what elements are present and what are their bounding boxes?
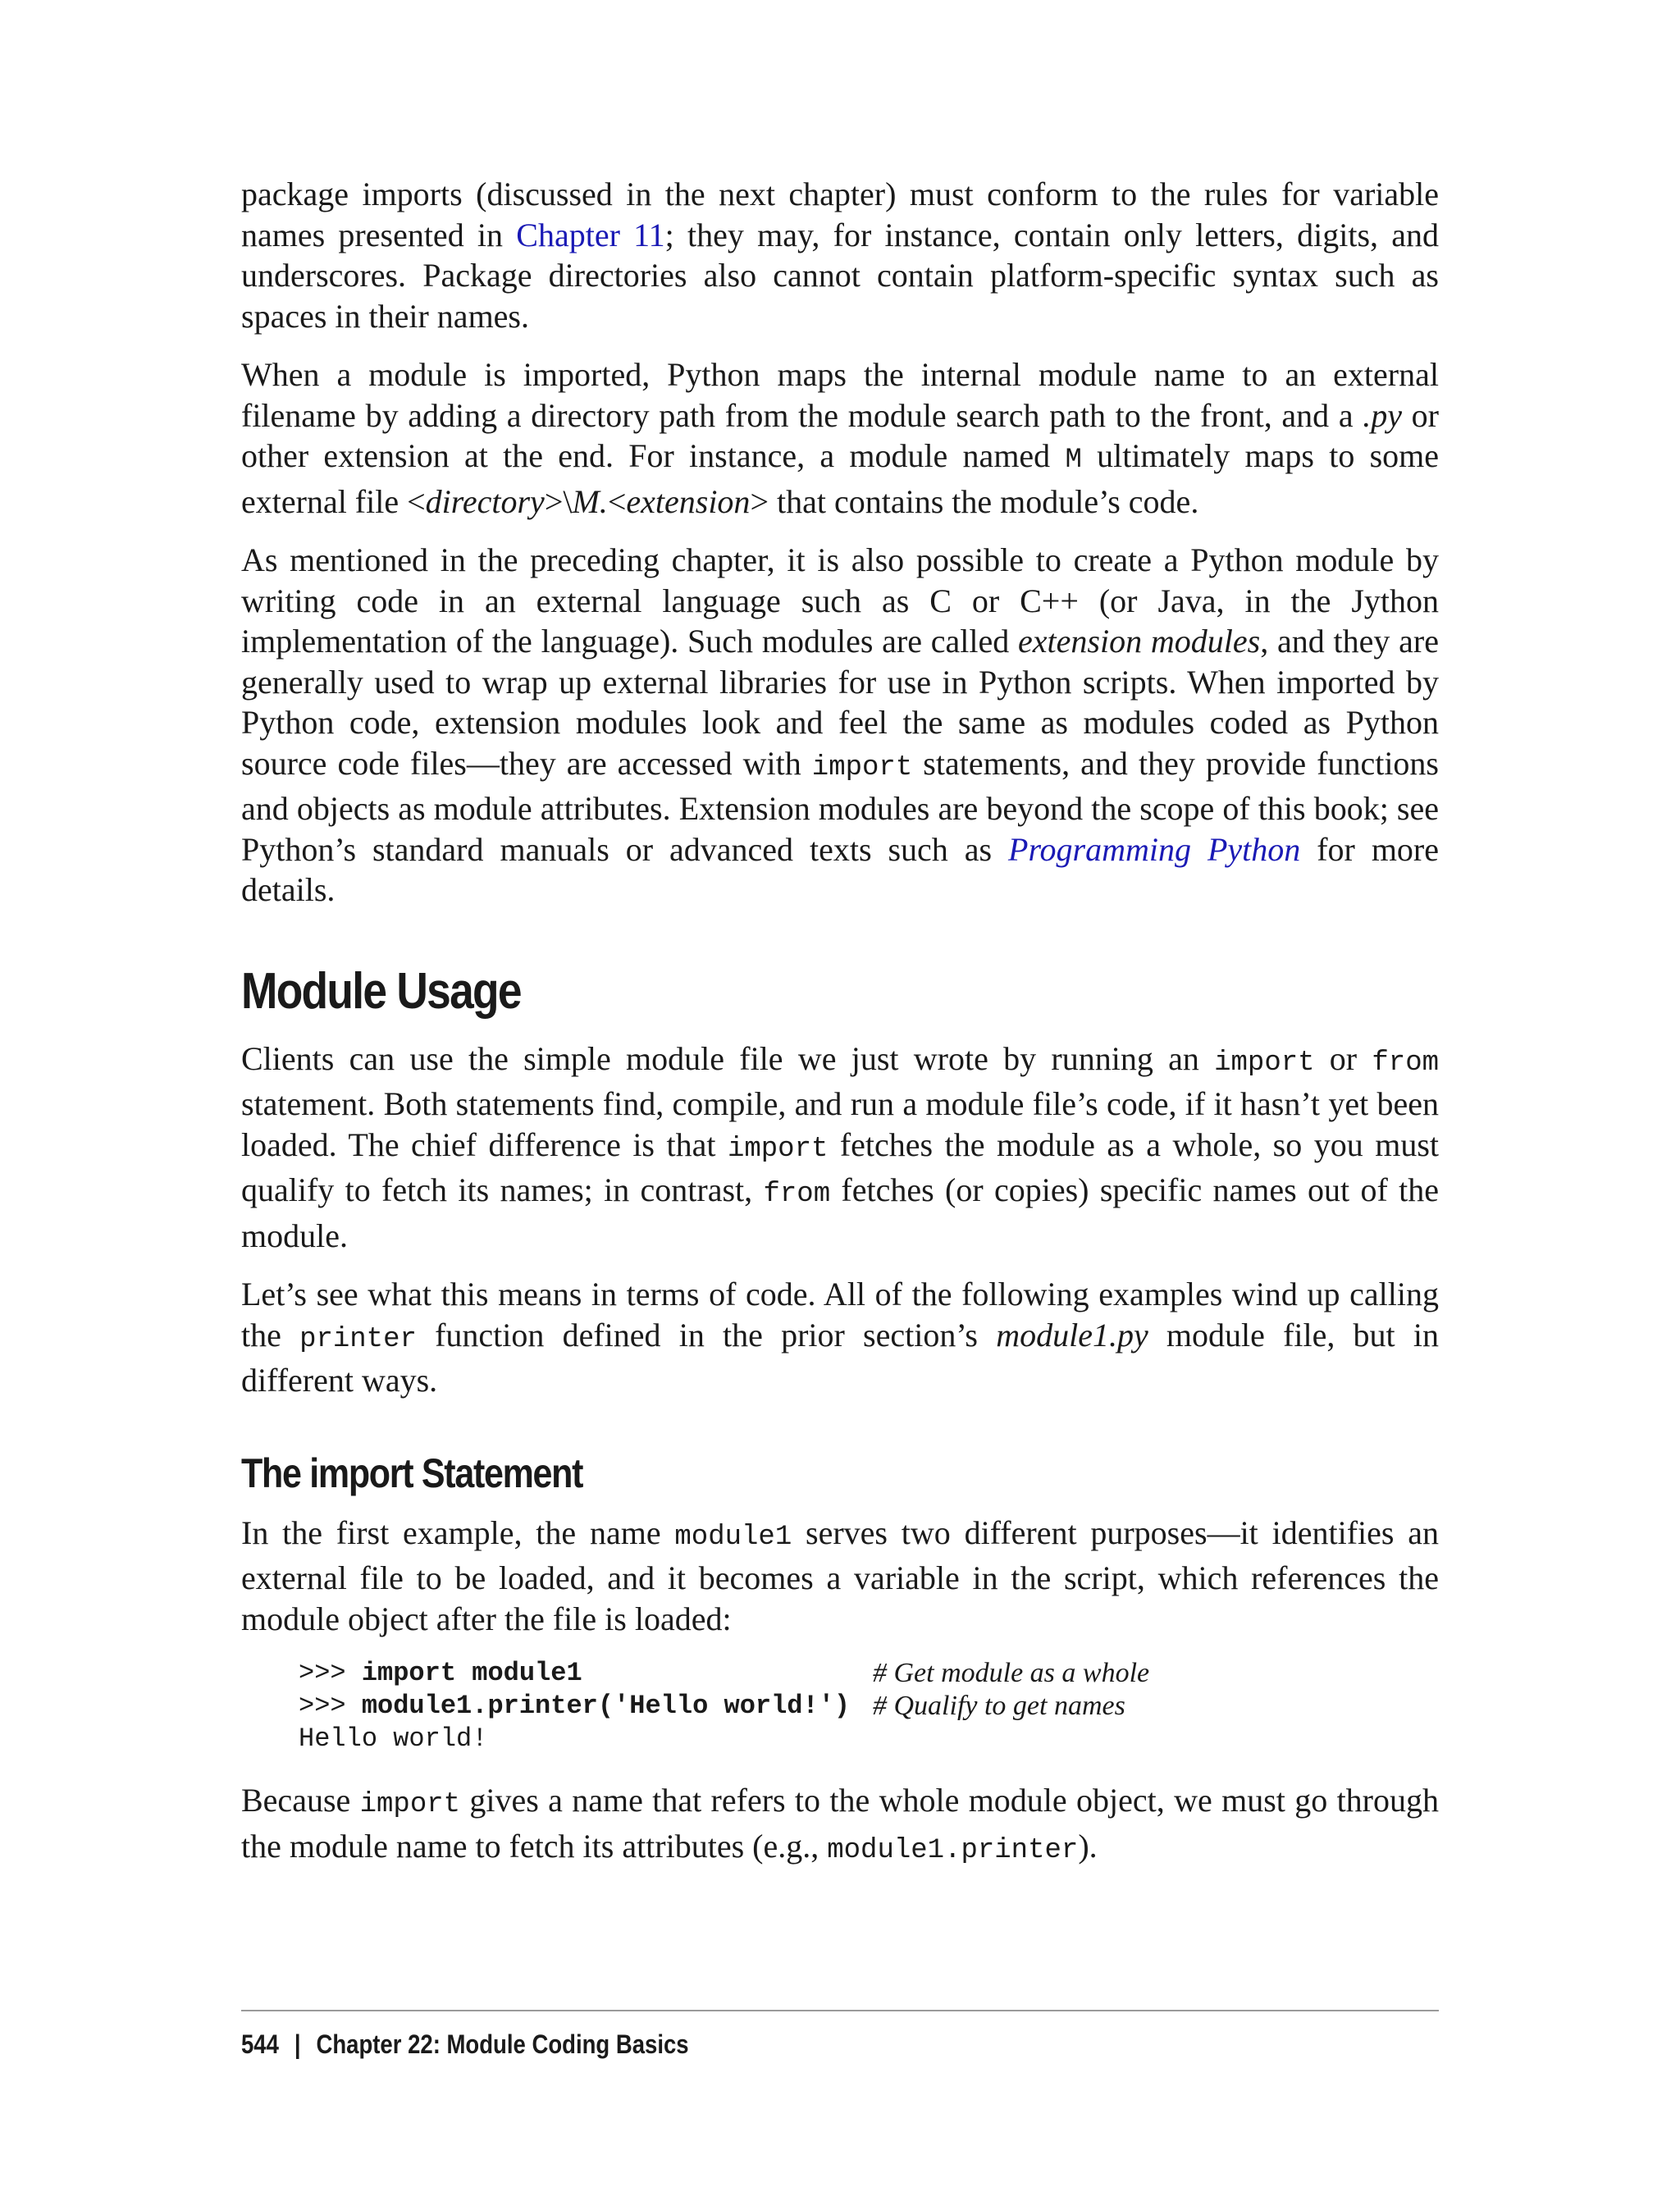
text: statement. Both statements find, compile, and run a module file’s code, if it hasn’t yet been loaded. The chief difference is that bbox=[241, 1085, 1439, 1163]
code-line bbox=[299, 1690, 1439, 1723]
paragraph-because-import bbox=[241, 1780, 1439, 1871]
inline-code-import: import bbox=[727, 1133, 829, 1165]
text: < bbox=[607, 482, 627, 520]
inline-code-module1: module1 bbox=[674, 1521, 792, 1553]
extension-placeholder: extension bbox=[626, 482, 751, 520]
text: or other extension at the end. For instance, a module named bbox=[241, 396, 1439, 474]
text: > that contains the module’s code. bbox=[750, 482, 1199, 520]
text: or bbox=[1314, 1039, 1372, 1077]
text: Because bbox=[241, 1782, 360, 1819]
text: package imports (discussed in the next chapter) must conform to the rules for variable names presented in bbox=[241, 176, 1439, 253]
footer-content bbox=[241, 2029, 1271, 2060]
text: In the first example, the name bbox=[241, 1513, 675, 1551]
inline-code-from: from bbox=[1372, 1047, 1440, 1079]
text: fetches (or copies) specific names out of the module. bbox=[241, 1171, 1439, 1254]
text: function defined in the prior section’s bbox=[416, 1316, 997, 1354]
text: , and they are generally used to wrap up external libraries for use in Python scripts. When imported by Python code, extension modules look and feel the same as modules coded as Python source code files—they are accessed with bbox=[241, 623, 1439, 782]
inline-code-m: M bbox=[1065, 445, 1082, 476]
text: gives a name that refers to the whole module object, we must go through the module name to fetch its attributes (e.g., bbox=[241, 1782, 1439, 1865]
directory-placeholder: directory bbox=[425, 482, 545, 520]
code-prompt: >>> bbox=[299, 1658, 362, 1688]
page-number: 544 bbox=[241, 2029, 279, 2059]
inline-code-printer: printer bbox=[299, 1323, 417, 1355]
paragraph-package-imports bbox=[241, 174, 1439, 336]
code-text bbox=[299, 1723, 873, 1755]
footer-chapter-title: Chapter 22: Module Coding Basics bbox=[316, 2029, 689, 2059]
code-comment: # Qualify to get names bbox=[873, 1691, 1125, 1721]
inline-code-import: import bbox=[359, 1789, 461, 1820]
code-comment: # Get module as a whole bbox=[873, 1658, 1150, 1688]
paragraph-extension-modules bbox=[241, 540, 1439, 911]
filename-module1: module1.py bbox=[996, 1316, 1148, 1354]
section-heading: Module Usage bbox=[241, 962, 521, 1020]
text: Clients can use the simple module file we just wrote by running an bbox=[241, 1039, 1215, 1077]
code-line bbox=[299, 1723, 1439, 1755]
text: for more details. bbox=[241, 830, 1440, 908]
paragraph-module-mapping bbox=[241, 354, 1439, 522]
chapter-11-link[interactable]: Chapter 11 bbox=[516, 216, 665, 253]
code-example bbox=[299, 1657, 1439, 1755]
text: >\ bbox=[544, 482, 573, 520]
text: Let’s see what this means in terms of code. All of the following examples wind up calling the bbox=[241, 1276, 1439, 1354]
py-extension: .py bbox=[1363, 396, 1402, 434]
m-placeholder: M. bbox=[572, 482, 608, 520]
inline-code-module1-printer: module1.printer bbox=[827, 1834, 1079, 1866]
text: ). bbox=[1078, 1827, 1098, 1865]
text: ultimately maps to some external file < bbox=[241, 437, 1440, 520]
inline-code-from: from bbox=[763, 1179, 831, 1210]
inline-code-import: import bbox=[1214, 1047, 1315, 1079]
text: serves two different purposes—it identifies an external file to be loaded, and it becomes a variable in the script, which references the module object after the file is loaded: bbox=[241, 1513, 1440, 1637]
paragraph-examples bbox=[241, 1274, 1439, 1401]
code-prompt: >>> bbox=[299, 1691, 362, 1721]
footer-separator: | bbox=[294, 2029, 301, 2059]
text: statements, and they provide functions and objects as module attributes. Extension modules are beyond the scope of this book; see Python’s standard manuals or advanced texts such as bbox=[241, 744, 1439, 868]
programming-python-link[interactable]: Programming Python bbox=[1008, 830, 1301, 868]
code-text bbox=[299, 1690, 873, 1723]
code-output: Hello world! bbox=[299, 1723, 488, 1754]
text: When a module is imported, Python maps the internal module name to an external filename by adding a directory path from the module search path to the front, and a bbox=[241, 356, 1439, 434]
text: module file, but in different ways. bbox=[241, 1316, 1439, 1399]
inline-code-import: import bbox=[811, 751, 913, 783]
paragraph-clients bbox=[241, 1039, 1439, 1257]
text: ; they may, for instance, contain only letters, digits, and underscores. Package directories also cannot contain platform-specific syntax such as spaces in their names. bbox=[241, 216, 1440, 335]
code-input: import module1 bbox=[361, 1658, 582, 1688]
paragraph-first-example bbox=[241, 1513, 1439, 1640]
code-line bbox=[299, 1657, 1439, 1690]
code-input: module1.printer('Hello world!') bbox=[361, 1691, 851, 1721]
text: As mentioned in the preceding chapter, it is also possible to create a Python module by writing code in an external language such as C or C++ (or Java, in the Jython implementation of the language). Such modules are called bbox=[241, 541, 1439, 660]
page-content bbox=[241, 174, 1439, 1889]
code-text bbox=[299, 1657, 873, 1690]
subsection-heading: The import Statement bbox=[241, 1449, 583, 1496]
emphasis-extension-modules: extension modules bbox=[1018, 623, 1261, 660]
page-footer bbox=[241, 2010, 1439, 2060]
text: fetches the module as a whole, so you must qualify to fetch its names; in contrast, bbox=[241, 1125, 1440, 1208]
